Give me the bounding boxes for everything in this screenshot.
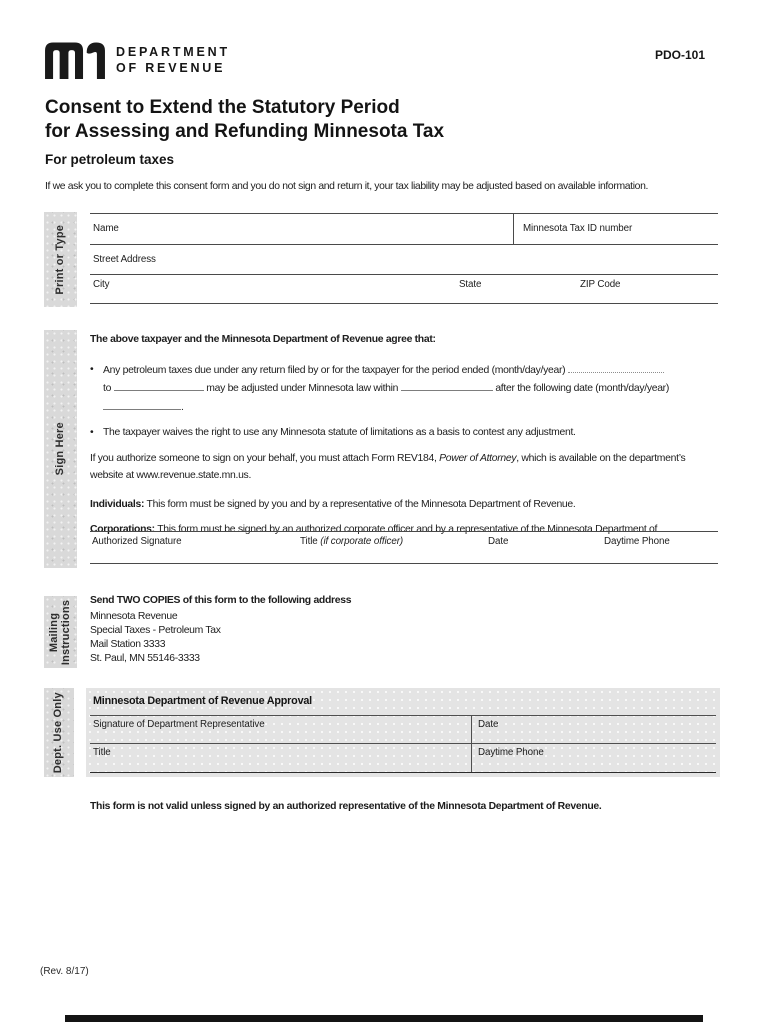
agreement-text bbox=[90, 331, 718, 539]
form-title: Consent to Extend the Statutory Period for Assessing and Refunding Minnesota Tax bbox=[45, 97, 445, 142]
mailing-address-line: Special Taxes - Petroleum Tax bbox=[90, 625, 221, 636]
divider-line bbox=[471, 715, 472, 772]
title-field[interactable]: Title (if corporate officer) bbox=[300, 536, 404, 547]
side-label-sign-here-text: Sign Here bbox=[53, 422, 66, 476]
dept-title-field[interactable]: Title bbox=[93, 747, 111, 758]
agency-name bbox=[116, 44, 230, 76]
taxpayer-info-fields bbox=[90, 213, 718, 304]
state-field[interactable]: State bbox=[459, 279, 482, 290]
agency-line1: DEPARTMENT bbox=[116, 45, 230, 59]
name-row bbox=[90, 214, 718, 245]
daytime-phone-field[interactable]: Daytime Phone bbox=[604, 536, 670, 547]
street-address-field[interactable] bbox=[90, 245, 718, 275]
scan-edge-artifact bbox=[65, 1015, 703, 1022]
taxpayer-signature-row bbox=[90, 531, 718, 564]
dept-phone-field[interactable]: Daytime Phone bbox=[478, 747, 544, 758]
authorized-signature-field[interactable]: Authorized Signature bbox=[92, 536, 182, 547]
period-to-blank[interactable] bbox=[114, 379, 204, 391]
zip-field[interactable]: ZIP Code bbox=[580, 279, 621, 290]
side-label-dept-use-only bbox=[44, 688, 74, 777]
divider-line bbox=[90, 743, 716, 744]
tax-id-field[interactable] bbox=[515, 218, 718, 236]
revision-note: (Rev. 8/17) bbox=[40, 966, 89, 977]
bullet-marker: • bbox=[90, 363, 94, 375]
within-blank[interactable] bbox=[401, 379, 493, 391]
divider-line bbox=[90, 715, 716, 716]
poa-form-name: Power of Attorney bbox=[439, 452, 517, 464]
dept-date-field[interactable]: Date bbox=[478, 719, 499, 730]
following-date-blank[interactable] bbox=[103, 398, 181, 410]
period-bullet: • Any petroleum taxes due under any return filed by or for the taxpayer for the period ended (month/day/year) to may be adjusted under Minnesota law within after the following date (month/day/year) . bbox=[90, 361, 718, 417]
mailing-address-line: Mail Station 3333 bbox=[90, 639, 166, 650]
side-label-print-or-type bbox=[44, 212, 77, 307]
mailing-heading: Send TWO COPIES of this form to the following address bbox=[90, 595, 352, 606]
poa-paragraph: If you authorize someone to sign on your behalf, you must attach Form REV184, Power of Attorney, which is available on the department’s website at www.revenue.state.mn.us. bbox=[90, 452, 686, 481]
tax-id-label: Minnesota Tax ID number bbox=[523, 223, 633, 234]
bullet-marker: • bbox=[90, 427, 94, 438]
individuals-note: Individuals: This form must be signed by you and by a representative of the Minnesota Department of Revenue. bbox=[90, 498, 576, 510]
form-number: PDO-101 bbox=[655, 48, 706, 62]
validity-note: This form is not valid unless signed by an authorized representative of the Minnesota Department of Revenue. bbox=[90, 801, 602, 812]
intro-text: If we ask you to complete this consent form and you do not sign and return it, your tax liability may be adjusted based on available information. bbox=[45, 181, 649, 192]
divider-line bbox=[90, 772, 716, 773]
side-label-mailing-instructions-text: Mailing Instructions bbox=[48, 599, 72, 665]
form-subtitle: For petroleum taxes bbox=[45, 152, 175, 167]
side-label-mailing-instructions bbox=[44, 596, 77, 668]
mailing-address-line: St. Paul, MN 55146-3333 bbox=[90, 653, 200, 664]
side-label-dept-use-only-text: Dept. Use Only bbox=[52, 691, 65, 774]
waiver-bullet: • The taxpayer waives the right to use any Minnesota statute of limitations as a basis to contest any adjustment. bbox=[90, 424, 718, 442]
city-field[interactable]: City bbox=[93, 279, 110, 290]
mn-state-logo-icon bbox=[45, 41, 105, 79]
department-approval-box bbox=[86, 688, 720, 777]
mailing-address-line: Minnesota Revenue bbox=[90, 611, 178, 622]
agreement-heading: The above taxpayer and the Minnesota Department of Revenue agree that: bbox=[90, 334, 436, 345]
side-label-print-or-type-text: Print or Type bbox=[53, 224, 66, 295]
street-address-label: Street Address bbox=[93, 254, 156, 265]
side-label-sign-here bbox=[44, 330, 77, 568]
period-ended-blank[interactable] bbox=[568, 361, 664, 373]
dept-signature-field[interactable]: Signature of Department Representative bbox=[93, 719, 265, 730]
approval-heading: Minnesota Department of Revenue Approval bbox=[93, 695, 312, 707]
corporations-note: Corporations: This form must be signed by an authorized corporate officer and by a representative of the Minnesota Department of bbox=[90, 524, 658, 535]
date-field[interactable]: Date bbox=[488, 536, 509, 547]
city-state-zip-row bbox=[90, 275, 718, 304]
agency-line2: OF REVENUE bbox=[116, 61, 226, 75]
mailing-address-block bbox=[90, 594, 351, 666]
name-field[interactable] bbox=[90, 214, 514, 244]
name-label: Name bbox=[93, 223, 119, 234]
